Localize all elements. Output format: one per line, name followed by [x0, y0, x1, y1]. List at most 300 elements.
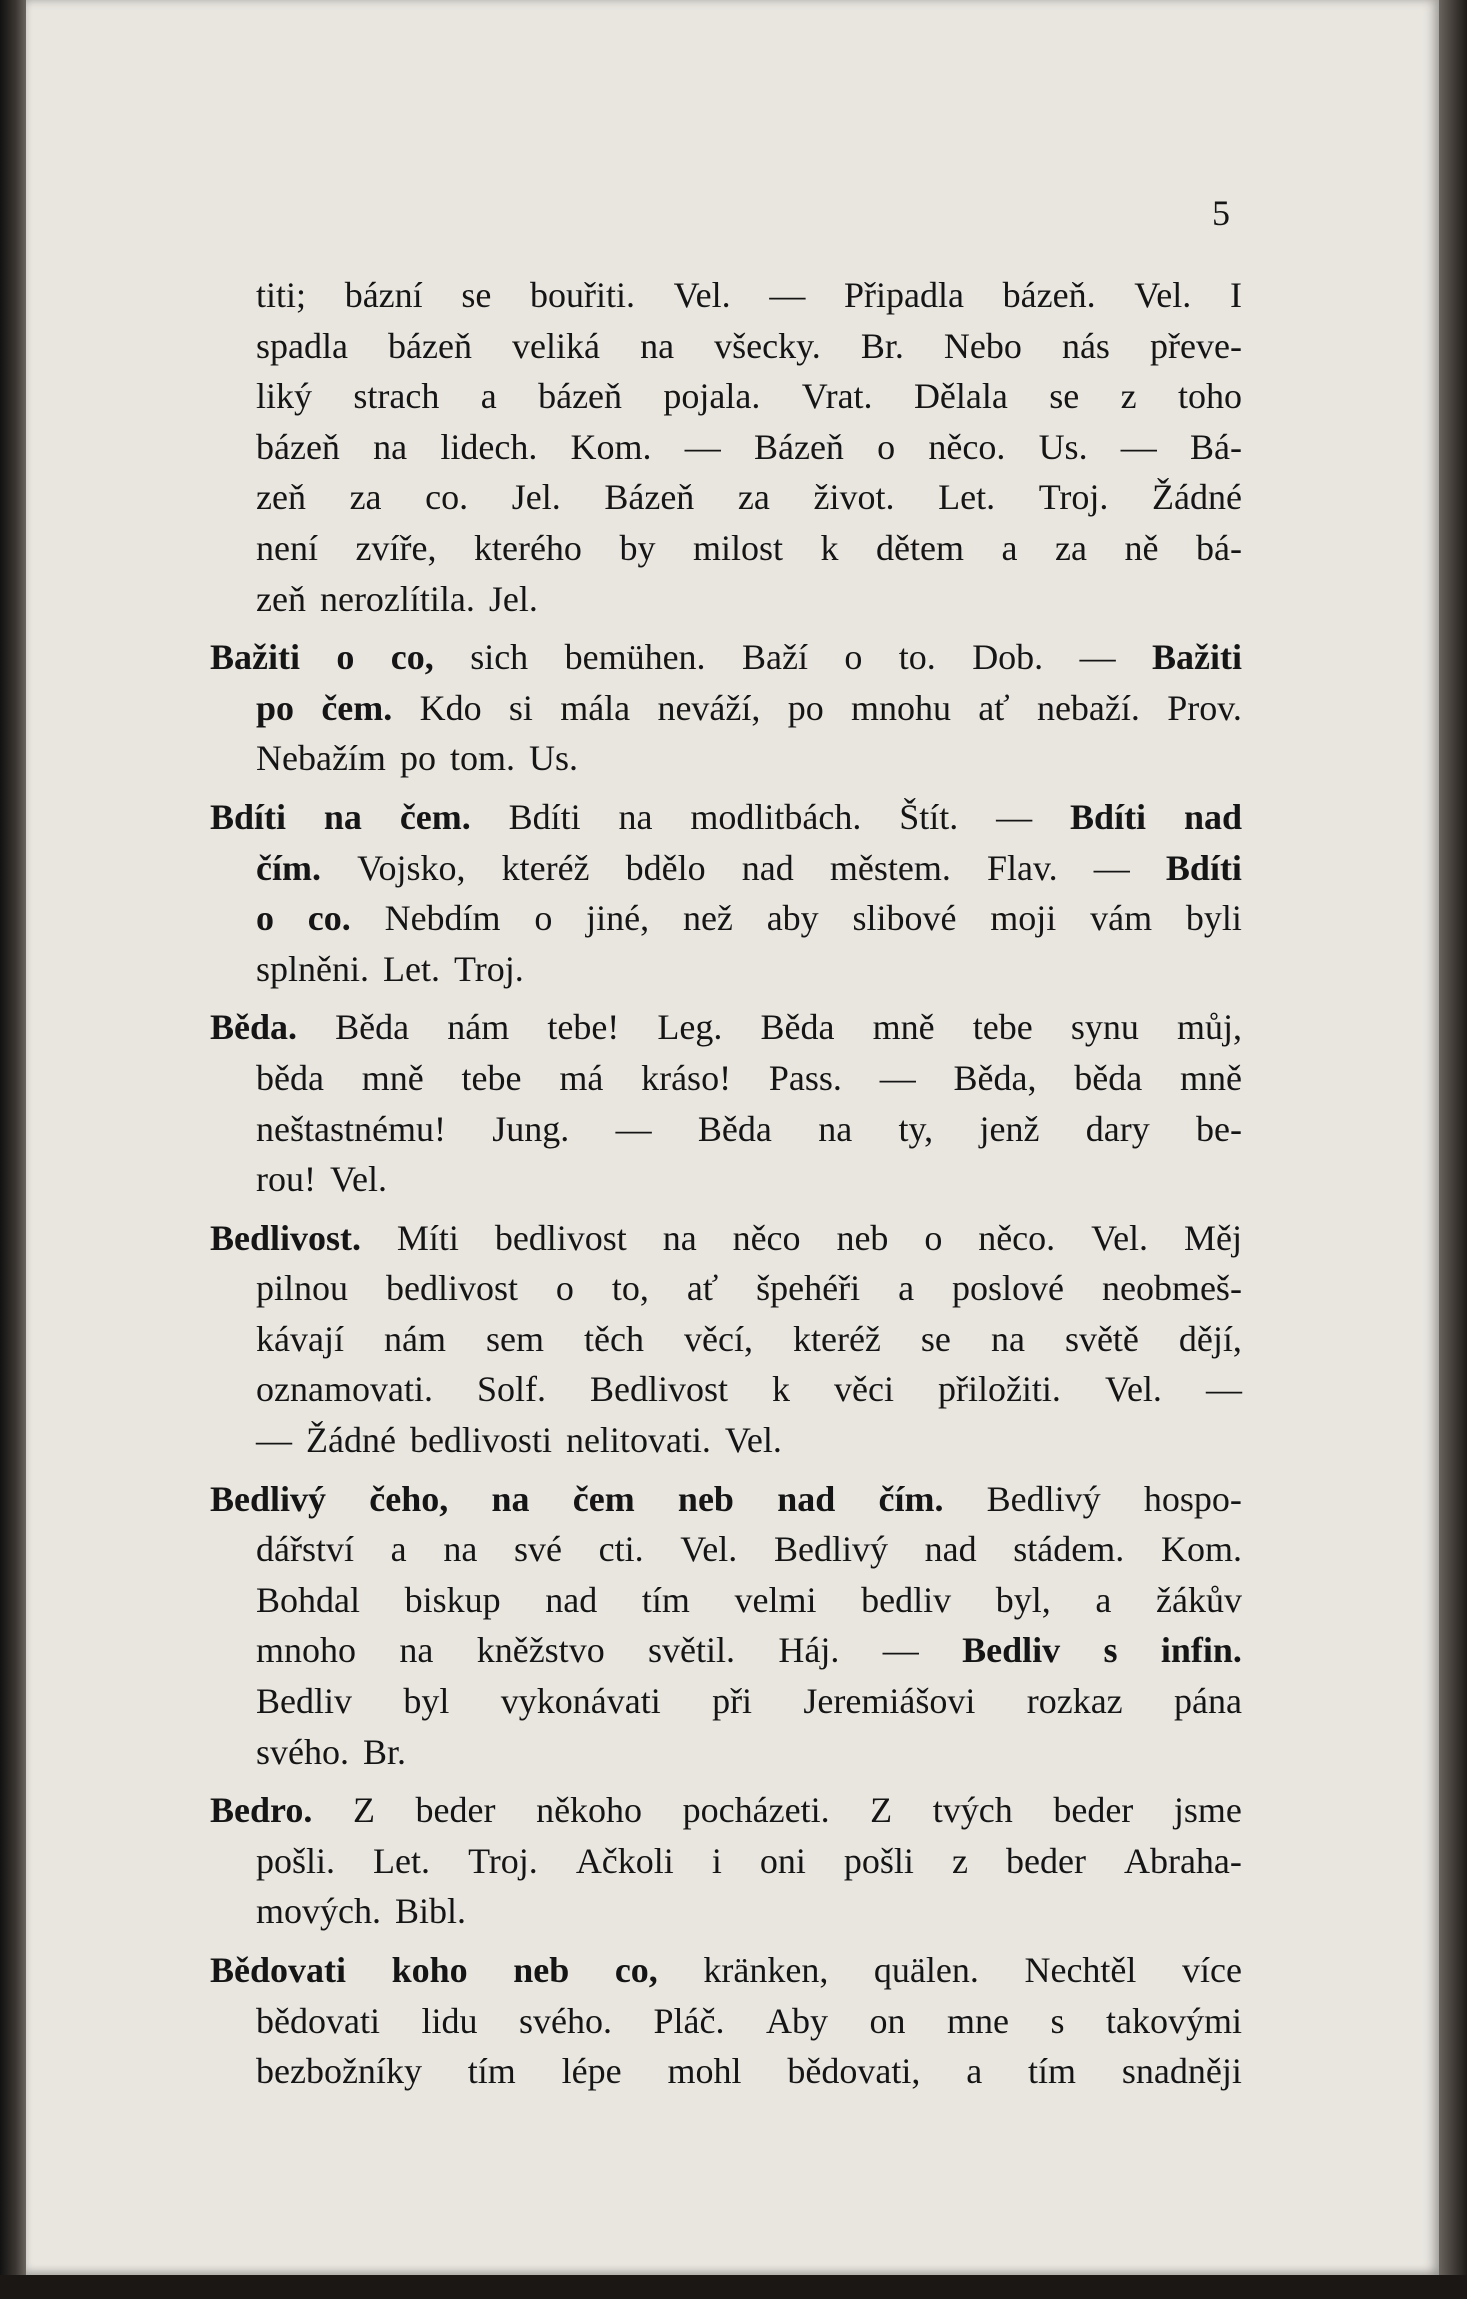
word: Us.: [1038, 426, 1088, 467]
word: Bedlivý: [986, 1478, 1101, 1519]
word: Us.: [528, 738, 578, 779]
word: běda: [1074, 1057, 1143, 1098]
word: Dělala: [913, 376, 1008, 417]
word: Bdíti: [1070, 796, 1147, 837]
word: čeho,: [369, 1478, 449, 1519]
word: aby: [766, 898, 819, 939]
word: kráso!: [641, 1057, 732, 1098]
word: Vel.: [680, 1529, 738, 1570]
word: nám: [383, 1318, 446, 1359]
word: Vel.: [329, 1159, 387, 1200]
text-line: [210, 1575, 1242, 1626]
word: po: [256, 687, 295, 728]
word: Vel.: [1091, 1217, 1149, 1258]
word: Vel.: [724, 1420, 782, 1461]
word: čím.: [878, 1478, 944, 1519]
word: nad: [1183, 796, 1242, 837]
word: lépe: [561, 2051, 622, 2092]
text-line: [210, 422, 1242, 473]
word: tím: [641, 1579, 690, 1620]
word: beder: [1005, 1840, 1086, 1881]
word: Míti: [396, 1217, 459, 1258]
word: liký: [256, 376, 313, 417]
word: na: [990, 1318, 1025, 1359]
word: kterého: [473, 527, 582, 568]
entry-gap: [210, 994, 1242, 1002]
word: tebe: [461, 1057, 522, 1098]
word: Bedliv: [962, 1630, 1061, 1671]
word: —: [879, 1057, 916, 1098]
word: on: [869, 2000, 906, 2041]
word: byl: [403, 1681, 450, 1722]
word: toho: [1177, 376, 1242, 417]
word: —: [684, 426, 721, 467]
word: stádem.: [1013, 1529, 1125, 1570]
text-line: [210, 1945, 1242, 1996]
word: Pláč.: [653, 2000, 725, 2041]
word: a: [1095, 1579, 1112, 1620]
word: Abraha-: [1123, 1840, 1242, 1881]
word: to.: [898, 637, 936, 678]
word: Bedlivost: [589, 1369, 728, 1410]
word: čím.: [256, 847, 321, 888]
text-line: [210, 1154, 1242, 1205]
word: dářství: [256, 1529, 354, 1570]
word: neštastnému!: [256, 1108, 446, 1149]
word: synu: [1070, 1007, 1139, 1048]
text-line: [210, 1474, 1242, 1525]
entry-gap: [210, 1205, 1242, 1213]
word: nás: [1061, 325, 1110, 366]
word: ať: [978, 687, 1010, 728]
word: po: [787, 687, 824, 728]
word: pošli.: [256, 1840, 336, 1881]
word: s: [1103, 1630, 1118, 1671]
word: pojala.: [663, 376, 761, 417]
entry-gap: [210, 624, 1242, 632]
text-line: [210, 2046, 1242, 2097]
word: Troj.: [1038, 477, 1109, 518]
word: Bedliv: [256, 1681, 352, 1722]
word: své: [513, 1529, 562, 1570]
word: veliká: [512, 325, 600, 366]
text-line: [210, 1364, 1242, 1415]
word: Bázeň: [604, 477, 695, 518]
word: čem.: [321, 687, 393, 728]
word: o: [256, 898, 274, 939]
word: Solf.: [476, 1369, 546, 1410]
word: se: [1049, 376, 1080, 417]
text-line: [210, 1263, 1242, 1314]
word: Kom.: [570, 426, 652, 467]
word: —: [615, 1108, 652, 1149]
word: sich: [470, 637, 529, 678]
word: titi;: [256, 275, 307, 315]
word: Vrat.: [801, 376, 873, 417]
text-line: [210, 1785, 1242, 1836]
text-line: [210, 1727, 1242, 1778]
word: něco.: [928, 426, 1006, 467]
word: nad: [545, 1579, 598, 1620]
word: infin.: [1160, 1630, 1242, 1671]
word: dětem: [876, 527, 964, 568]
word: bedlivost: [385, 1268, 518, 1309]
word: —: [882, 1630, 919, 1671]
word: věci: [833, 1369, 894, 1410]
word: bázeň: [256, 426, 340, 467]
word: pilnou: [256, 1268, 349, 1309]
word: o: [336, 637, 355, 678]
word: světě: [1064, 1318, 1139, 1359]
text-line: [210, 1213, 1242, 1264]
word: Ačkoli: [575, 1840, 674, 1881]
book-gutter-left: [0, 0, 26, 2299]
word: k: [771, 1369, 790, 1410]
word: Br.: [860, 325, 904, 366]
word: lidu: [421, 2000, 478, 2041]
word: pošli: [843, 1840, 914, 1881]
word: biskup: [404, 1579, 501, 1620]
word: Baží: [741, 637, 808, 678]
word: Z: [352, 1790, 375, 1831]
word: a: [390, 1529, 407, 1570]
word: dary: [1085, 1108, 1150, 1149]
word: Let.: [938, 477, 996, 518]
word: na: [323, 796, 362, 837]
word: na: [373, 426, 408, 467]
word: čem: [572, 1478, 635, 1519]
word: Bibl.: [394, 1891, 466, 1932]
word: Aby: [765, 2000, 828, 2041]
word: někoho: [536, 1790, 643, 1831]
word: Vel.: [1134, 275, 1192, 315]
word: běda: [256, 1057, 324, 1098]
word: Jel.: [511, 477, 561, 518]
word: o: [555, 1268, 574, 1309]
word: neb: [836, 1217, 889, 1258]
text-line: [210, 1886, 1242, 1937]
word: vykonávati: [500, 1681, 661, 1722]
word: kteréž: [792, 1318, 881, 1359]
word: mála: [560, 687, 631, 728]
word: tím: [1028, 2051, 1077, 2092]
word: ně: [1124, 527, 1159, 568]
text-line: [210, 1053, 1242, 1104]
word: i: [711, 1840, 722, 1881]
word: Troj.: [468, 1840, 538, 1881]
word: Běda: [760, 1007, 835, 1048]
word: cti.: [598, 1529, 644, 1570]
word: nám: [447, 1007, 510, 1048]
word: pána: [1174, 1681, 1242, 1722]
word: Háj.: [778, 1630, 840, 1671]
text-line: [210, 574, 1242, 625]
word: to,: [611, 1268, 649, 1309]
word: bázní: [344, 275, 423, 315]
text-line: [210, 1415, 1242, 1466]
word: —: [1205, 1369, 1242, 1410]
word: na: [443, 1529, 478, 1570]
word: bázeň: [388, 325, 472, 366]
text-line: [210, 1836, 1242, 1887]
word: Bedlivý: [210, 1478, 327, 1519]
entry-gap: [210, 1777, 1242, 1785]
word: beder: [1053, 1790, 1134, 1831]
word: takovými: [1105, 2000, 1242, 2041]
word: bázeň.: [1002, 275, 1096, 315]
word: jsme: [1173, 1790, 1242, 1831]
word: bezbožníky: [256, 2051, 422, 2092]
word: be-: [1196, 1108, 1242, 1149]
word: splněni.: [256, 948, 369, 989]
word: Běda.: [210, 1007, 298, 1048]
word: Bázeň: [753, 426, 844, 467]
word: nad: [777, 1478, 836, 1519]
book-edge-right: [1439, 0, 1467, 2299]
word: na: [662, 1217, 697, 1258]
text-line: [210, 632, 1242, 683]
word: Let.: [373, 1840, 431, 1881]
word: mohl: [667, 2051, 742, 2092]
word: všecky.: [714, 325, 821, 366]
word: o: [534, 898, 553, 939]
word: a: [898, 1268, 915, 1309]
word: neobmeš-: [1101, 1268, 1242, 1309]
word: modlitbách.: [690, 796, 862, 837]
text-line: [210, 1524, 1242, 1575]
word: neb: [513, 1950, 570, 1990]
text-line: [210, 523, 1242, 574]
word: při: [712, 1681, 753, 1722]
word: poslové: [952, 1268, 1065, 1309]
word: Bedro.: [210, 1790, 313, 1831]
word: slibové: [852, 898, 957, 939]
word: Vel.: [1104, 1369, 1162, 1410]
word: není: [256, 527, 318, 568]
word: Připadla: [844, 275, 964, 315]
word: zvíře,: [355, 527, 437, 568]
word: nerozlítila.: [319, 578, 475, 619]
word: tím: [467, 2051, 516, 2092]
word: co.: [425, 477, 469, 518]
word: Běda,: [953, 1057, 1037, 1098]
text-line: [210, 792, 1242, 843]
word: za: [737, 477, 770, 518]
word: Br.: [363, 1731, 407, 1772]
word: a: [480, 376, 497, 417]
word: Kdo: [419, 687, 482, 728]
word: nad: [741, 847, 794, 888]
word: Měj: [1183, 1217, 1242, 1258]
word: Nechtěl: [1024, 1950, 1137, 1990]
word: na: [640, 325, 675, 366]
word: má: [559, 1057, 604, 1098]
word: jenž: [979, 1108, 1040, 1149]
word: Bedlivý: [773, 1529, 888, 1570]
word: pocházeti.: [682, 1790, 830, 1831]
word: hospo-: [1143, 1478, 1242, 1519]
word: čem.: [399, 796, 471, 837]
word: by: [619, 527, 656, 568]
word: mnohu: [850, 687, 951, 728]
word: mových.: [256, 1891, 381, 1932]
word: Žádné: [306, 1420, 396, 1461]
word: se: [920, 1318, 951, 1359]
page-number: 5: [1212, 193, 1230, 233]
text-line: [210, 944, 1242, 995]
word: kávají: [256, 1318, 344, 1359]
text-line: [210, 472, 1242, 523]
text-line: [210, 321, 1242, 372]
text-line: [210, 843, 1242, 894]
word: Nebdím: [384, 898, 501, 939]
word: jiné,: [586, 898, 650, 939]
word: ať: [686, 1268, 719, 1309]
word: o: [877, 426, 896, 467]
word: Leg.: [657, 1007, 723, 1048]
word: mně: [1180, 1057, 1242, 1098]
text-line: [210, 683, 1242, 734]
word: Jung.: [492, 1108, 570, 1149]
word: bedlivost: [494, 1217, 627, 1258]
word: bouřiti.: [530, 275, 635, 315]
word: oni: [759, 1840, 806, 1881]
word: Vel.: [673, 275, 731, 315]
text-line: [210, 1104, 1242, 1155]
word: k: [820, 527, 839, 568]
word: nebaží.: [1036, 687, 1140, 728]
word: a: [1001, 527, 1018, 568]
word: —: [256, 1420, 292, 1461]
word: Jel.: [488, 578, 538, 619]
word: spadla: [256, 325, 348, 366]
word: více: [1181, 1950, 1242, 1990]
word: svého.: [256, 1731, 349, 1772]
word: mně: [361, 1057, 424, 1098]
text-line: [210, 1002, 1242, 1053]
word: —: [1079, 637, 1116, 678]
word: mnoho: [256, 1630, 357, 1671]
word: žákův: [1155, 1579, 1242, 1620]
word: milost: [692, 527, 783, 568]
word: městem.: [829, 847, 951, 888]
word: —: [996, 796, 1033, 837]
word: Bdíti: [210, 796, 287, 837]
word: byli: [1185, 898, 1242, 939]
word: Bažiti: [1152, 637, 1242, 678]
entry-gap: [210, 1937, 1242, 1945]
word: na: [818, 1108, 853, 1149]
text-line: [210, 1314, 1242, 1365]
entry-gap: [210, 784, 1242, 792]
word: beder: [415, 1790, 496, 1831]
word: oznamovati.: [256, 1369, 433, 1410]
word: koho: [391, 1950, 468, 1990]
word: z: [1120, 376, 1137, 417]
word: na: [399, 1630, 434, 1671]
word: Kom.: [1160, 1529, 1242, 1570]
word: po: [399, 738, 436, 779]
word: mne: [946, 2000, 1009, 2041]
word: sem: [485, 1318, 544, 1359]
word: na: [491, 1478, 530, 1519]
text-line: [210, 1625, 1242, 1676]
word: nelitovati.: [565, 1420, 711, 1461]
word: rou!: [256, 1159, 316, 1200]
word: za: [349, 477, 382, 518]
text-line: [210, 733, 1242, 784]
word: Nebo: [943, 325, 1022, 366]
word: Flav.: [986, 847, 1058, 888]
word: tom.: [449, 738, 515, 779]
word: bá-: [1195, 527, 1242, 568]
word: Jeremiášovi: [803, 1681, 976, 1722]
word: špehéři: [756, 1268, 861, 1309]
word: nad: [924, 1529, 977, 1570]
word: co,: [390, 637, 434, 678]
word: Bdíti: [1165, 847, 1242, 888]
word: Štít.: [899, 796, 959, 837]
word: převe-: [1150, 325, 1242, 366]
word: něco: [732, 1217, 801, 1258]
text-line: [210, 371, 1242, 422]
word: bědovati: [256, 2000, 380, 2041]
word: se: [461, 275, 492, 315]
word: Bá-: [1190, 426, 1242, 467]
word: bdělo: [625, 847, 706, 888]
word: ty,: [898, 1108, 934, 1149]
word: Vojsko,: [357, 847, 466, 888]
word: Bdíti: [508, 796, 581, 837]
word: kněžstvo: [476, 1630, 605, 1671]
word: něco.: [978, 1217, 1056, 1258]
word: o: [844, 637, 863, 678]
word: tebe: [972, 1007, 1033, 1048]
word: Bohdal: [256, 1579, 360, 1620]
word: zeň: [256, 477, 306, 518]
word: bědovati,: [787, 2051, 921, 2092]
word: Z: [870, 1790, 893, 1831]
word: rozkaz: [1026, 1681, 1123, 1722]
word: si: [508, 687, 533, 728]
word: Běda: [697, 1108, 772, 1149]
word: s: [1050, 2000, 1065, 2041]
word: neváží,: [657, 687, 761, 728]
word: Troj.: [453, 948, 524, 989]
word: Nebažím: [256, 738, 386, 779]
text-line: [210, 270, 1242, 321]
word: neb: [677, 1478, 734, 1519]
word: než: [682, 898, 733, 939]
word: bedliv: [861, 1579, 952, 1620]
word: tebe!: [547, 1007, 620, 1048]
word: quälen.: [873, 1950, 979, 1990]
word: lidech.: [440, 426, 538, 467]
word: co,: [614, 1950, 658, 1990]
word: a: [966, 2051, 983, 2092]
word: věcí,: [683, 1318, 753, 1359]
word: vám: [1090, 898, 1153, 939]
word: bedlivosti: [409, 1420, 552, 1461]
word: tvých: [932, 1790, 1013, 1831]
word: —: [1093, 847, 1130, 888]
word: Žádné: [1152, 477, 1242, 518]
word: byl,: [995, 1579, 1051, 1620]
word: co.: [307, 898, 351, 939]
word: na: [618, 796, 653, 837]
word: Běda: [335, 1007, 410, 1048]
word: Bědovati: [210, 1950, 347, 1990]
